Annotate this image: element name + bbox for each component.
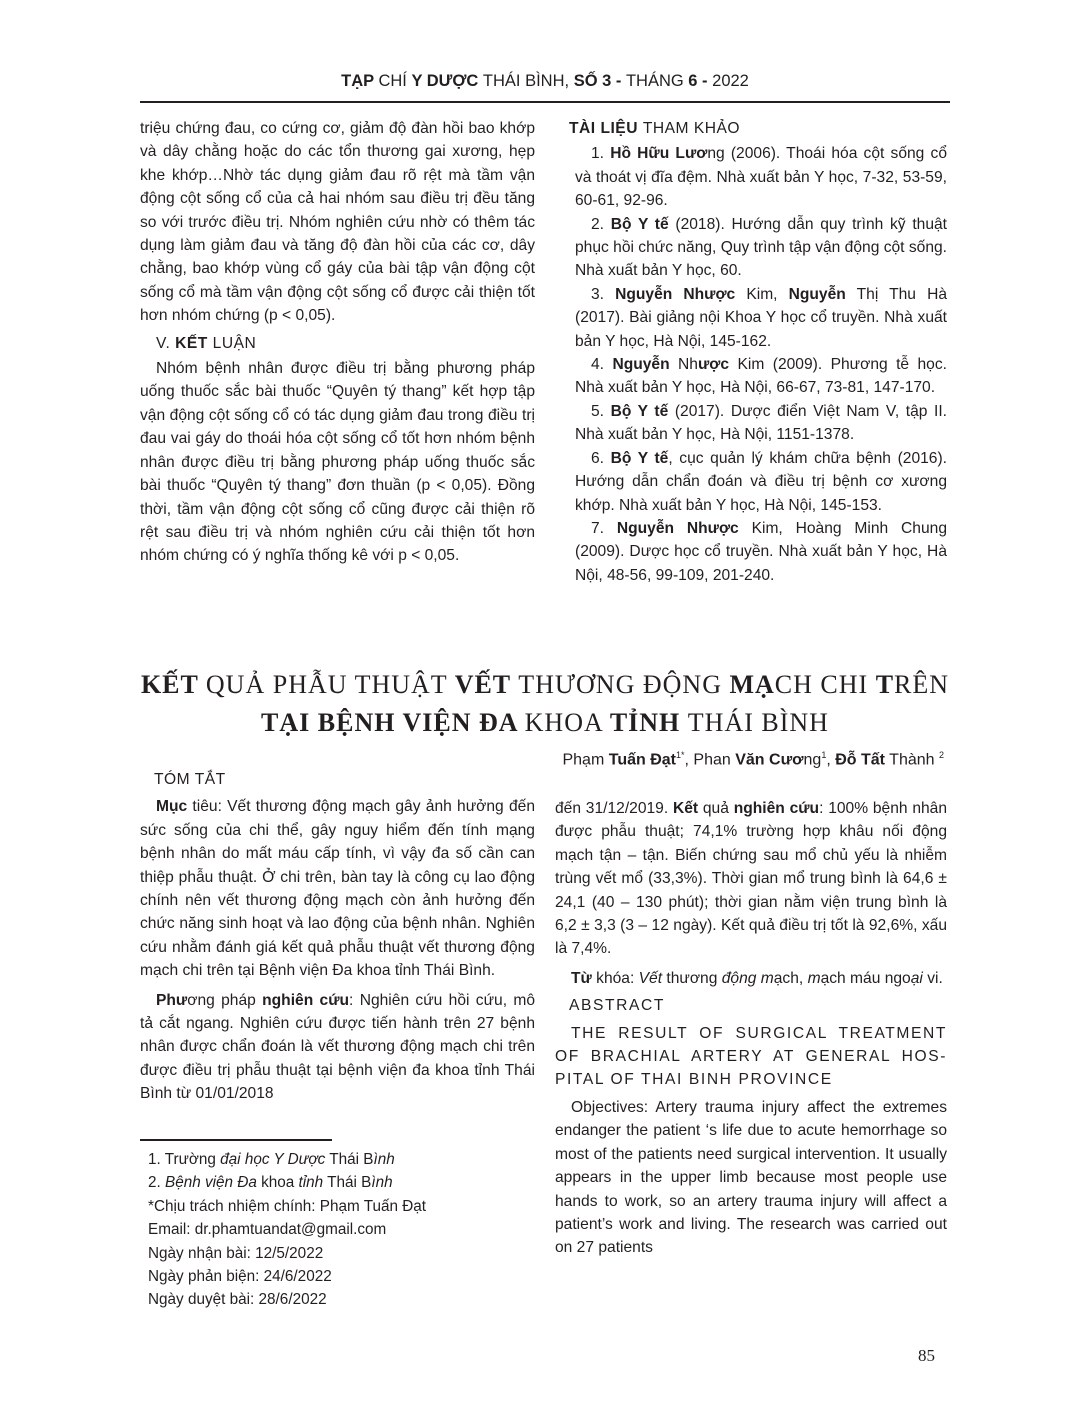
text-segment: Nguyễn [788, 285, 846, 303]
text-segment: 1. Tr [148, 1151, 179, 1168]
text-segment: Kết [672, 800, 699, 817]
conclusion-heading [140, 332, 535, 355]
text-segment: Nguyễn Nhược [616, 519, 739, 537]
journal-header [0, 72, 1090, 91]
footnote-item [148, 1148, 426, 1171]
text-segment: tỉnh [298, 1174, 324, 1192]
left-column-top [140, 117, 535, 568]
text-segment: 3. [591, 285, 616, 303]
text-segment: 6. [591, 449, 611, 467]
text-segment: TỈNH [609, 708, 688, 737]
text-segment: Bộ Y tế [610, 215, 669, 233]
text-segment: KẾT [175, 334, 213, 352]
footnote-item [148, 1288, 426, 1311]
discussion-paragraph [140, 117, 535, 328]
text-segment: ình [371, 1174, 393, 1192]
text-segment: tiêu: Vết thương động mạch gây ảnh hưởng đến sức sống của chi thể, gây nguy hiểm đến tính mạng bệnh nhân do mất máu cấp tính, vì vậy đa số cần can thiệp phẫu thuật. Ở chi trên, bàn tay là công cụ lao động chính nên vết thương động mạch còn ảnh hưởng đến chức năng sinh hoạt và lao động của bệnh nhân. Nghiên cứu nhằm đánh giá kết quả phẫu thuật vết thương động mạch chi trên tại Bệnh viện Đa khoa tỉnh Thái Bình. [140, 798, 535, 980]
text-segment: *Chịu trách nhiệm chính: Phạm Tuấn Đạt [148, 1197, 427, 1215]
text-segment: TẠP [341, 72, 379, 90]
text-segment: Ngày phản biện: 24/6/2022 [148, 1268, 332, 1286]
text-segment: T [875, 670, 895, 699]
text-segment: Ngày nhận bài: 12/5/2022 [148, 1244, 324, 1262]
text-segment: (2018). Hướng dẫn quy trình kỹ thuật phục hồi chức năng, Quy trình tập vận động cột sống. Nhà xuất bản Y học, 60. [575, 215, 948, 280]
reference-item [557, 400, 947, 447]
text-segment: khoa [256, 1174, 299, 1192]
article-authors [562, 750, 944, 769]
text-segment: Tuấn Đạt [608, 751, 676, 769]
article-title-line-2 [0, 708, 1090, 738]
text-segment: khóa: [591, 969, 639, 987]
text-segment: ại [910, 969, 923, 987]
header-rule [140, 101, 950, 103]
text-segment: : Nghiên cứu hồi cứu, mô tả cắt ngang. Nghiên cứu được tiến hành trên 27 bệnh nhân được chẩn đoán là vết thương động mạch chi trên được điều trị phẫu thuật tại bệnh viện đa khoa tỉnh Thái Bình từ 01/01/2018 [140, 991, 535, 1103]
reference-item [557, 353, 947, 400]
text-segment: Thành [885, 751, 939, 769]
text-segment: 2. [591, 215, 611, 233]
text-segment: ường [178, 1151, 221, 1168]
text-segment: Nh [669, 356, 698, 374]
references-list [557, 142, 947, 587]
reference-item [557, 517, 947, 587]
text-segment: Phạm [562, 751, 609, 769]
text-segment: Đỗ Tất [835, 751, 886, 769]
text-segment: , cục quản lý khám chữa bệnh (2016). Hướng dẫn chẩn đoán và điều trị bệnh cơ xương khớp. Nhà xuất bản Y học, Hà Nội, 145-153. [575, 449, 947, 514]
text-segment: THUẬT [354, 670, 455, 699]
article-title-line-1 [0, 670, 1090, 700]
text-segment: Kim (2009). Phương tễ học. Nhà xuất bản Y học, Hà Nội, 66-67, 73-81, 147-170. [575, 356, 947, 397]
text-segment: Bộ Y tế [610, 402, 669, 420]
text-segment: Nguyễn Nhược [615, 285, 736, 303]
text-segment: ình [373, 1151, 395, 1168]
right-column-bottom [555, 797, 947, 1260]
text-segment: LUẬN [212, 334, 257, 352]
reference-item [557, 213, 947, 283]
text-segment: ĐỘNG [642, 670, 730, 699]
page-number: 85 [918, 1346, 935, 1365]
text-segment: vi. [922, 969, 943, 987]
text-segment: ng [803, 751, 822, 769]
text-segment: nghiên cứu [733, 800, 820, 817]
text-segment: đại học Y Dược [220, 1151, 326, 1168]
text-segment: Mục [156, 798, 188, 816]
text-segment: MẠ [729, 670, 775, 699]
text-segment: THÁI [482, 72, 526, 90]
references-heading [557, 117, 947, 140]
text-segment: KẾT [140, 670, 206, 699]
text-segment: VIỆN ĐA [402, 708, 525, 737]
text-segment: ng (2006). Thoái hóa cột sống cổ và thoát vị đĩa đệm. Nhà xuất bản Y học, 7-32, 53-59, 60-61, 92-96. [575, 145, 947, 210]
text-segment: 2022 [712, 72, 749, 90]
text-segment: 4. [591, 356, 613, 374]
abstract-title: THE RESULT OF SURGICAL TREATMENT OF BRACHIAL ARTERY AT GENERAL HOS-PITAL OF THAI BINH PROVINCE [555, 1024, 947, 1089]
text-segment: 2 [938, 750, 944, 760]
text-segment: Nguyễn [612, 356, 670, 374]
text-segment: Bệnh viện Đa [165, 1174, 257, 1192]
text-segment: , [826, 751, 836, 769]
summary-methods [140, 989, 535, 1106]
text-segment: Từ [571, 969, 592, 987]
keywords [555, 967, 947, 990]
text-segment: THƯƠNG [518, 670, 643, 699]
summary-column [140, 768, 535, 1106]
text-segment: BÌNH, [525, 72, 574, 90]
reference-item [557, 142, 947, 212]
summary-objectives [140, 795, 535, 982]
abstract-text: Objectives: Artery trauma injury affect the extremes endanger the patient ‘s life due to acute hemorrhage so most of the patients need surgical intervention. It usually appears in the upper limb because most people use hands to work, so an artery trauma injury will affect a patient’s work and living. The research was carried out on 27 patients [555, 1098, 947, 1257]
text-segment: (2017). Dược điển Việt Nam V, tập II. Nhà xuất bản Y học, Hà Nội, 1151-1378. [575, 402, 947, 444]
text-segment: Bộ Y tế [610, 449, 669, 467]
text-segment: KHOA [524, 708, 610, 737]
text-segment: CHÍ [378, 72, 412, 90]
text-segment: ơng pháp [187, 991, 263, 1009]
reference-item [557, 283, 947, 353]
text-segment: Văn Cươ [735, 751, 804, 769]
text-segment: RÊN [894, 670, 950, 699]
footnote-item [148, 1242, 426, 1265]
text-segment: THÁNG [625, 72, 689, 90]
text-segment: Vết [638, 969, 663, 987]
text-segment: 6 - [688, 72, 713, 90]
footnote-item [148, 1195, 426, 1218]
text-segment: đến 31/12/2019. [555, 800, 673, 817]
text-segment: Hồ Hữu Lươ [610, 145, 708, 163]
text-segment: m [807, 969, 821, 987]
text-segment: ạch, [773, 969, 808, 987]
text-segment: Nhóm bệnh nhân được điều trị bằng phương pháp uống thuốc sắc bài thuốc “Quyên tý thang” kết hợp tập vận động cột sống cổ có tác dụng giảm đau trong điều trị đau vai gáy do thoái hóa cột sống cổ tốt hơn nhóm bệnh nhân được điều trị bằng phương pháp uống thuốc sắc bài thuốc “Quyên tý thang” đơn thuần (p < 0,05). Đồng thời, tầm vận động cột sống cổ cũng được cải thiện rõ rệt sau điều trị và nhóm nghiên cứu cải thiện tốt hơn nhóm chứng có ý nghĩa thống kê với p < 0,05. [140, 360, 535, 565]
footnote-rule [140, 1139, 332, 1141]
text-segment: 1* [676, 750, 685, 760]
text-segment: TÀI LIỆU [569, 120, 643, 137]
references-column [557, 117, 947, 587]
text-segment: , Phan [684, 751, 736, 769]
text-segment: quả [698, 800, 734, 817]
footnote-item [148, 1265, 426, 1288]
text-segment: Kim, [735, 285, 789, 303]
text-segment: 1. [591, 145, 611, 163]
text-segment: : 100% bệnh nhân được phẫu thuật; 74,1% trường hợp khâu nối động mạch tận – tận. Biến chứng sau mổ chủ yếu là nhiễm trùng vết mổ (33,3%). Thời gian mổ trung bình là 64,6 ± 24,1 (40 – 130 phút); thời gian nằm viện trung bình là 6,2 ± 3,3 (3 – 12 ngày). Kết quả điều trị tốt là 92,6%, xấu là 7,4%. [555, 800, 948, 958]
text-segment: 1 [821, 750, 827, 760]
text-segment: triệu chứng đau, co cứng cơ, giảm độ đàn hồi bao khớp và dây chằng hoặc do các tổn thương gai xương, hẹp khe khớp…Nhờ tác dụng giảm đau rõ rệt mà tầm vận động cột sống cổ của cả hai nhóm sau điều trị đều tăng so với trước điều trị. Nhóm nghiên cứu nhờ có thêm tác dụng làm giảm đau và tăng độ đàn hồi của các cơ, dây chằng, bao khớp vùng cổ gáy của bài tập vận động cột sống cổ mà tầm vận động cột sống cổ được cải thiện tốt hơn nhóm chứng (p < 0,05). [140, 120, 535, 325]
text-segment: thương [662, 969, 722, 987]
abstract-heading: ABSTRACT [569, 997, 665, 1015]
text-segment: 5. [591, 402, 611, 420]
footnotes [148, 1148, 426, 1312]
conclusion-paragraph [140, 357, 535, 568]
text-segment: V. [156, 334, 176, 352]
text-segment: Thái B [323, 1174, 372, 1192]
text-segment: QUẢ [205, 670, 273, 699]
text-segment: SỐ 3 - [573, 72, 626, 90]
text-segment: Thị Thu Hà (2017). Bài giảng nội Khoa Y học cổ truyền. Nhà xuất bản Y học, Hà Nội, 145-162. [575, 285, 948, 350]
text-segment: VẾT [454, 670, 519, 699]
text-segment: Kim, Hoàng Minh Chung (2009). Dược học cổ truyền. Nhà xuất bản Y học, Hà Nội, 48-56, 99-109, 201-240. [575, 519, 947, 584]
text-segment: TẠI BỆNH [261, 708, 403, 737]
text-segment: THAM KHẢO [642, 120, 741, 137]
reference-item [557, 447, 947, 517]
text-segment: 2. [148, 1174, 166, 1192]
text-segment: ược [697, 356, 730, 374]
text-segment: PHẪU [272, 670, 355, 699]
text-segment: CH CHI [774, 670, 876, 699]
text-segment: nghiên cứu [262, 991, 350, 1009]
text-segment: 7. [591, 519, 617, 537]
text-segment: Y DƯỢC [411, 72, 483, 90]
footnote-item [148, 1218, 426, 1241]
text-segment: Email: dr.phamtuandat@gmail.com [148, 1221, 387, 1239]
text-segment: THÁI BÌNH [687, 708, 829, 737]
text-segment: Ngày duyệt bài: 28/6/2022 [148, 1291, 327, 1309]
summary-results [555, 797, 947, 961]
text-segment: Phư [156, 991, 188, 1009]
text-segment: động m [721, 969, 774, 987]
footnote-item [148, 1171, 426, 1194]
text-segment: Thái B [325, 1151, 374, 1168]
text-segment: ạch máu ngo [820, 969, 911, 987]
summary-heading: TÓM TẮT [154, 771, 226, 788]
